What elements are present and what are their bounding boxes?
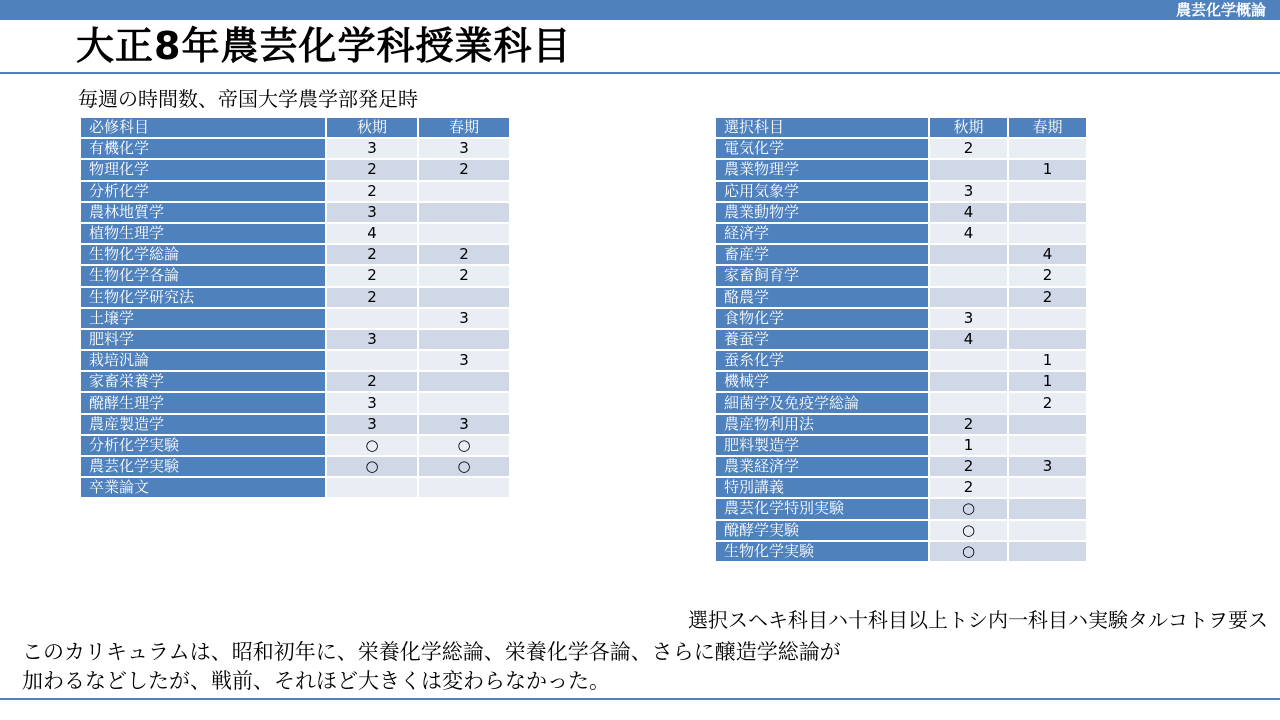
table-row (81, 309, 509, 328)
spring-hours-cell: 3 (1009, 457, 1086, 476)
spring-hours-cell (1009, 224, 1086, 243)
spring-hours-cell (1009, 499, 1086, 518)
subject-name-cell: 応用気象学 (716, 182, 928, 201)
table-row (716, 478, 1086, 497)
table-row (716, 436, 1086, 455)
autumn-hours-cell: 3 (930, 182, 1007, 201)
subject-name-cell: 食物化学 (716, 309, 928, 328)
subject-name-cell: 農芸化学特別実験 (716, 499, 928, 518)
subject-name-cell: 醗酵生理学 (81, 393, 325, 412)
table-row (716, 245, 1086, 264)
table-row (81, 266, 509, 285)
table-row (716, 457, 1086, 476)
spring-hours-cell (419, 224, 509, 243)
subject-name-cell: 農産製造学 (81, 415, 325, 434)
autumn-hours-cell: ○ (930, 521, 1007, 540)
spring-hours-cell (1009, 478, 1086, 497)
table-row (81, 351, 509, 370)
spring-hours-cell (1009, 330, 1086, 349)
subject-name-cell: 農芸化学実験 (81, 457, 325, 476)
subject-name-cell: 畜産学 (716, 245, 928, 264)
autumn-hours-cell: 3 (327, 139, 417, 158)
spring-hours-cell (419, 393, 509, 412)
table-row (716, 266, 1086, 285)
table-row (716, 224, 1086, 243)
table-row (716, 393, 1086, 412)
subject-name-cell: 生物化学各論 (81, 266, 325, 285)
subject-name-cell: 卒業論文 (81, 478, 325, 497)
subject-name-cell: 機械学 (716, 372, 928, 391)
spring-hours-cell (419, 182, 509, 201)
autumn-hours-cell (930, 393, 1007, 412)
autumn-hours-cell (327, 478, 417, 497)
autumn-hours-cell: ○ (327, 436, 417, 455)
required-table-body (81, 139, 509, 497)
spring-hours-cell: 2 (1009, 288, 1086, 307)
table-row (81, 224, 509, 243)
table-row (81, 372, 509, 391)
subject-name-cell: 分析化学実験 (81, 436, 325, 455)
table-row (81, 139, 509, 158)
subject-name-cell: 電気化学 (716, 139, 928, 158)
spring-hours-cell: 3 (419, 309, 509, 328)
spring-hours-cell: ○ (419, 457, 509, 476)
subject-name-cell: 肥料製造学 (716, 436, 928, 455)
subject-name-cell: 農産物利用法 (716, 415, 928, 434)
table-row (716, 521, 1086, 540)
subject-name-cell: 生物化学総論 (81, 245, 325, 264)
autumn-hours-cell: 2 (327, 245, 417, 264)
elective-subjects-table (714, 116, 1088, 563)
summary-line: このカリキュラムは、昭和初年に、栄養化学総論、栄養化学各論、さらに醸造学総論が (22, 640, 841, 664)
subject-name-cell: 栽培汎論 (81, 351, 325, 370)
spring-hours-cell (1009, 182, 1086, 201)
autumn-hours-cell: 3 (327, 415, 417, 434)
summary-line: 加わるなどしたが、戦前、それほど大きくは変わらなかった。 (22, 669, 610, 693)
autumn-hours-cell: 1 (930, 436, 1007, 455)
autumn-hours-cell (327, 309, 417, 328)
spring-column-header: 春期 (1009, 118, 1086, 137)
autumn-hours-cell: 2 (327, 160, 417, 179)
elective-rule-note: 選択スヘキ科目ハ十科目以上トシ内一科目ハ実験タルコトヲ要ス (688, 608, 1268, 632)
table-row (716, 309, 1086, 328)
autumn-hours-cell: ○ (930, 542, 1007, 561)
spring-hours-cell: ○ (419, 436, 509, 455)
subject-name-cell: 肥料学 (81, 330, 325, 349)
subject-name-cell: 特別講義 (716, 478, 928, 497)
subject-name-cell: 蚕糸化学 (716, 351, 928, 370)
header-row (716, 118, 1086, 137)
subject-name-cell: 物理化学 (81, 160, 325, 179)
table-row (81, 160, 509, 179)
subject-column-header: 必修科目 (81, 118, 325, 137)
subject-name-cell: 有機化学 (81, 139, 325, 158)
table-row (81, 415, 509, 434)
autumn-hours-cell (327, 351, 417, 370)
subject-name-cell: 植物生理学 (81, 224, 325, 243)
subject-column-header: 選択科目 (716, 118, 928, 137)
subject-name-cell: 酪農学 (716, 288, 928, 307)
autumn-hours-cell: 2 (930, 478, 1007, 497)
elective-table-header (716, 118, 1086, 137)
spring-hours-cell (1009, 542, 1086, 561)
header-row (81, 118, 509, 137)
table-row (716, 372, 1086, 391)
subject-name-cell: 分析化学 (81, 182, 325, 201)
spring-hours-cell: 3 (419, 139, 509, 158)
spring-hours-cell: 2 (419, 266, 509, 285)
table-row (81, 436, 509, 455)
spring-hours-cell (1009, 436, 1086, 455)
spring-hours-cell (1009, 139, 1086, 158)
autumn-hours-cell: 4 (930, 203, 1007, 222)
autumn-hours-cell: ○ (327, 457, 417, 476)
table-row (716, 139, 1086, 158)
table-row (716, 499, 1086, 518)
subject-name-cell: 農業物理学 (716, 160, 928, 179)
subject-name-cell: 農林地質学 (81, 203, 325, 222)
spring-hours-cell: 2 (1009, 393, 1086, 412)
autumn-hours-cell: 2 (930, 457, 1007, 476)
subject-name-cell: 土壌学 (81, 309, 325, 328)
autumn-hours-cell: 2 (930, 139, 1007, 158)
elective-table-body (716, 139, 1086, 561)
spring-hours-cell: 1 (1009, 351, 1086, 370)
autumn-hours-cell: 3 (327, 203, 417, 222)
table-row (716, 415, 1086, 434)
subject-name-cell: 農業動物学 (716, 203, 928, 222)
summary-text (22, 638, 841, 696)
autumn-column-header: 秋期 (327, 118, 417, 137)
required-subjects-table (79, 116, 511, 499)
spring-hours-cell (1009, 309, 1086, 328)
autumn-hours-cell: 2 (930, 415, 1007, 434)
table-row (81, 245, 509, 264)
subject-name-cell: 細菌学及免疫学総論 (716, 393, 928, 412)
table-row (716, 203, 1086, 222)
spring-hours-cell (419, 478, 509, 497)
autumn-hours-cell (930, 351, 1007, 370)
subject-name-cell: 家畜栄養学 (81, 372, 325, 391)
subject-name-cell: 経済学 (716, 224, 928, 243)
table-row (81, 393, 509, 412)
autumn-hours-cell: 4 (930, 330, 1007, 349)
autumn-hours-cell: 2 (327, 182, 417, 201)
autumn-column-header: 秋期 (930, 118, 1007, 137)
subject-name-cell: 醗酵学実験 (716, 521, 928, 540)
spring-hours-cell: 1 (1009, 160, 1086, 179)
autumn-hours-cell (930, 266, 1007, 285)
table-row (716, 182, 1086, 201)
title-divider (0, 72, 1280, 74)
autumn-hours-cell: 3 (930, 309, 1007, 328)
table-row (716, 288, 1086, 307)
spring-hours-cell: 2 (1009, 266, 1086, 285)
autumn-hours-cell (930, 160, 1007, 179)
autumn-hours-cell: 2 (327, 288, 417, 307)
autumn-hours-cell: 4 (327, 224, 417, 243)
subject-name-cell: 農業経済学 (716, 457, 928, 476)
table-row (81, 330, 509, 349)
spring-hours-cell (1009, 415, 1086, 434)
table-row (81, 478, 509, 497)
spring-hours-cell (1009, 521, 1086, 540)
table-row (81, 203, 509, 222)
table-row (716, 330, 1086, 349)
table-row (81, 288, 509, 307)
spring-hours-cell (419, 372, 509, 391)
subject-name-cell: 養蚕学 (716, 330, 928, 349)
spring-hours-cell: 2 (419, 245, 509, 264)
spring-hours-cell (419, 330, 509, 349)
table-row (716, 542, 1086, 561)
subject-name-cell: 生物化学実験 (716, 542, 928, 561)
autumn-hours-cell: 2 (327, 266, 417, 285)
header-bar (0, 0, 1280, 20)
table-row (81, 182, 509, 201)
spring-hours-cell: 2 (419, 160, 509, 179)
spring-hours-cell: 3 (419, 415, 509, 434)
autumn-hours-cell (930, 372, 1007, 391)
spring-hours-cell (419, 203, 509, 222)
autumn-hours-cell: 2 (327, 372, 417, 391)
autumn-hours-cell: 3 (327, 393, 417, 412)
spring-hours-cell (1009, 203, 1086, 222)
spring-hours-cell: 1 (1009, 372, 1086, 391)
page-subtitle: 毎週の時間数、帝国大学農学部発足時 (78, 87, 418, 111)
subject-name-cell: 家畜飼育学 (716, 266, 928, 285)
spring-hours-cell (419, 288, 509, 307)
table-row (716, 160, 1086, 179)
autumn-hours-cell: 3 (327, 330, 417, 349)
page-title: 大正8年農芸化学科授業科目 (76, 24, 572, 68)
autumn-hours-cell: ○ (930, 499, 1007, 518)
subject-name-cell: 生物化学研究法 (81, 288, 325, 307)
header-label: 農芸化学概論 (1175, 1, 1266, 19)
spring-column-header: 春期 (419, 118, 509, 137)
spring-hours-cell: 3 (419, 351, 509, 370)
autumn-hours-cell (930, 245, 1007, 264)
autumn-hours-cell (930, 288, 1007, 307)
autumn-hours-cell: 4 (930, 224, 1007, 243)
table-row (81, 457, 509, 476)
spring-hours-cell: 4 (1009, 245, 1086, 264)
required-table-header (81, 118, 509, 137)
table-row (716, 351, 1086, 370)
footer-divider (0, 698, 1280, 700)
